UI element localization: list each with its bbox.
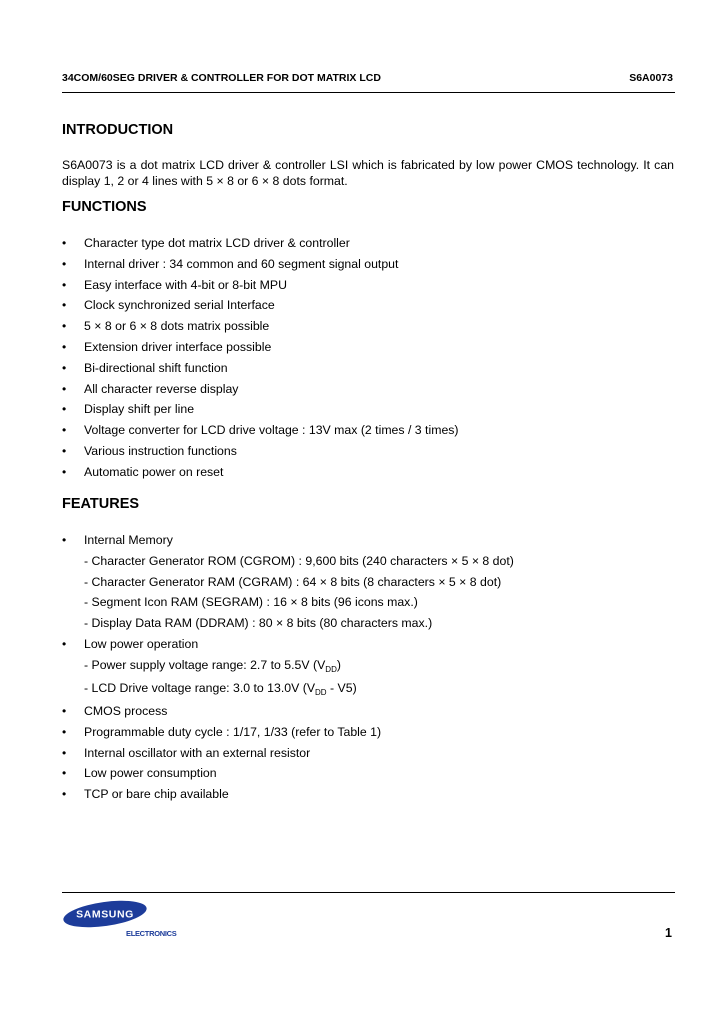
list-item: • Automatic power on reset <box>62 464 224 479</box>
list-item: • Low power operation - Power supply voltage range: 2.7 to 5.5V $(V_{DD})$ - LCD Drive voltage range: 3.0 to 13.0V $(V_{DD} - V5)$ <box>62 636 674 703</box>
introduction-heading: INTRODUCTION <box>62 122 174 138</box>
list-item-text: Low power consumption <box>84 766 217 781</box>
list-item: • Internal driver : 34 common and 60 segment signal output <box>62 256 399 271</box>
list-item: • Various instruction functions <box>62 443 237 458</box>
samsung-logo <box>62 899 148 929</box>
list-item-text: Easy interface with 4-bit or 8-bit MPU <box>84 277 287 292</box>
features-heading: FEATURES <box>62 496 140 512</box>
list-item-text: All character reverse display <box>84 381 239 396</box>
list-item-text: Internal driver : 34 common and 60 segment signal output <box>84 256 399 271</box>
functions-heading: FUNCTIONS <box>62 199 147 215</box>
list-item-text: Character type dot matrix LCD driver & controller <box>84 236 350 250</box>
features-list <box>62 532 674 807</box>
header-divider <box>62 92 675 93</box>
list-item-text: Programmable duty cycle : 1/17, 1/33 (refer to Table 1) <box>84 724 382 739</box>
memory-segram: - Segment Icon RAM (SEGRAM) : 16 × 8 bits (96 icons max.) <box>84 595 418 610</box>
logo-wordmark: SAMSUNG <box>76 908 134 921</box>
list-item: • Internal Memory - Character Generator ROM (CGROM) : 9,600 bits (240 characters × 5 × 8 dot) - Character Generator RAM (CGRAM) : 64 × 8 bits (8 characters × 5 × 8 dot) - Segment Icon RAM (SEGRAM) : 16 × 8 bits (96 icons max.) - Display Data RAM (DDRAM) : 80 × 8 bits (80 characters max.) <box>62 532 674 636</box>
list-item: • 5 × 8 or 6 × 8 dots matrix possible <box>62 319 270 334</box>
page-number: 1 <box>665 926 672 940</box>
header-title: 34COM/60SEG DRIVER & CONTROLLER FOR DOT MATRIX LCD <box>62 72 381 84</box>
list-item: • Display shift per line <box>62 402 195 417</box>
list-item: • Easy interface with 4-bit or 8-bit MPU <box>62 277 287 292</box>
list-item: • Clock synchronized serial Interface <box>62 298 275 313</box>
list-item: • All character reverse display <box>62 381 239 396</box>
memory-cgram: - Character Generator RAM (CGRAM) : 64 × 8 bits (8 characters × 5 × 8 dot) <box>84 574 502 589</box>
list-item: • Character type dot matrix LCD driver & controller <box>62 236 350 250</box>
power-supply-range: - Power supply voltage range: 2.7 to 5.5V $(V_{DD})$ <box>84 657 341 674</box>
list-item: • Voltage converter for LCD drive voltage : 13V max (2 times / 3 times) <box>62 423 459 438</box>
list-item: • Extension driver interface possible <box>62 339 272 354</box>
introduction-text: S6A0073 is a dot matrix LCD driver & controller LSI which is fabricated by low power CMOS technology. It can display 1, 2 or 4 lines with 5 × 8 or 6 × 8 dots format. <box>62 158 674 188</box>
lcd-drive-range: - LCD Drive voltage range: 3.0 to 13.0V $(V_{DD} - V5)$ <box>84 680 357 697</box>
list-item-text: Clock synchronized serial Interface <box>84 298 275 313</box>
list-item: • TCP or bare chip available <box>62 787 229 802</box>
list-item-text: Extension driver interface possible <box>84 339 272 354</box>
memory-label: Internal Memory <box>84 533 173 547</box>
list-item: • Internal oscillator with an external resistor <box>62 745 311 760</box>
list-item-text: Various instruction functions <box>84 443 237 458</box>
logo-subtext: ELECTRONICS <box>126 929 177 938</box>
list-item-text: Internal oscillator with an external resistor <box>84 745 311 760</box>
list-item-text: TCP or bare chip available <box>84 787 229 802</box>
list-item-text: 5 × 8 or 6 × 8 dots matrix possible <box>84 319 270 334</box>
memory-ddram: - Display Data RAM (DDRAM) : 80 × 8 bits (80 characters max.) <box>84 616 433 631</box>
list-item-text: CMOS process <box>84 704 168 718</box>
page-header <box>62 72 673 88</box>
functions-list <box>62 235 674 485</box>
list-item-text: Bi-directional shift function <box>84 360 228 375</box>
list-item-text: Automatic power on reset <box>84 464 224 479</box>
list-item-text: Voltage converter for LCD drive voltage : 13V max (2 times / 3 times) <box>84 423 459 438</box>
header-part-number: S6A0073 <box>629 72 673 84</box>
list-item: • Low power consumption <box>62 766 217 781</box>
list-item-text: Display shift per line <box>84 402 195 417</box>
footer-divider <box>62 892 675 893</box>
list-item: • Bi-directional shift function <box>62 360 228 375</box>
memory-cgrom: - Character Generator ROM (CGROM) : 9,600 bits (240 characters × 5 × 8 dot) <box>84 553 514 568</box>
list-item: • Programmable duty cycle : 1/17, 1/33 (refer to Table 1) <box>62 724 382 739</box>
list-item: • CMOS process <box>62 704 168 718</box>
power-label: Low power operation <box>84 637 199 651</box>
